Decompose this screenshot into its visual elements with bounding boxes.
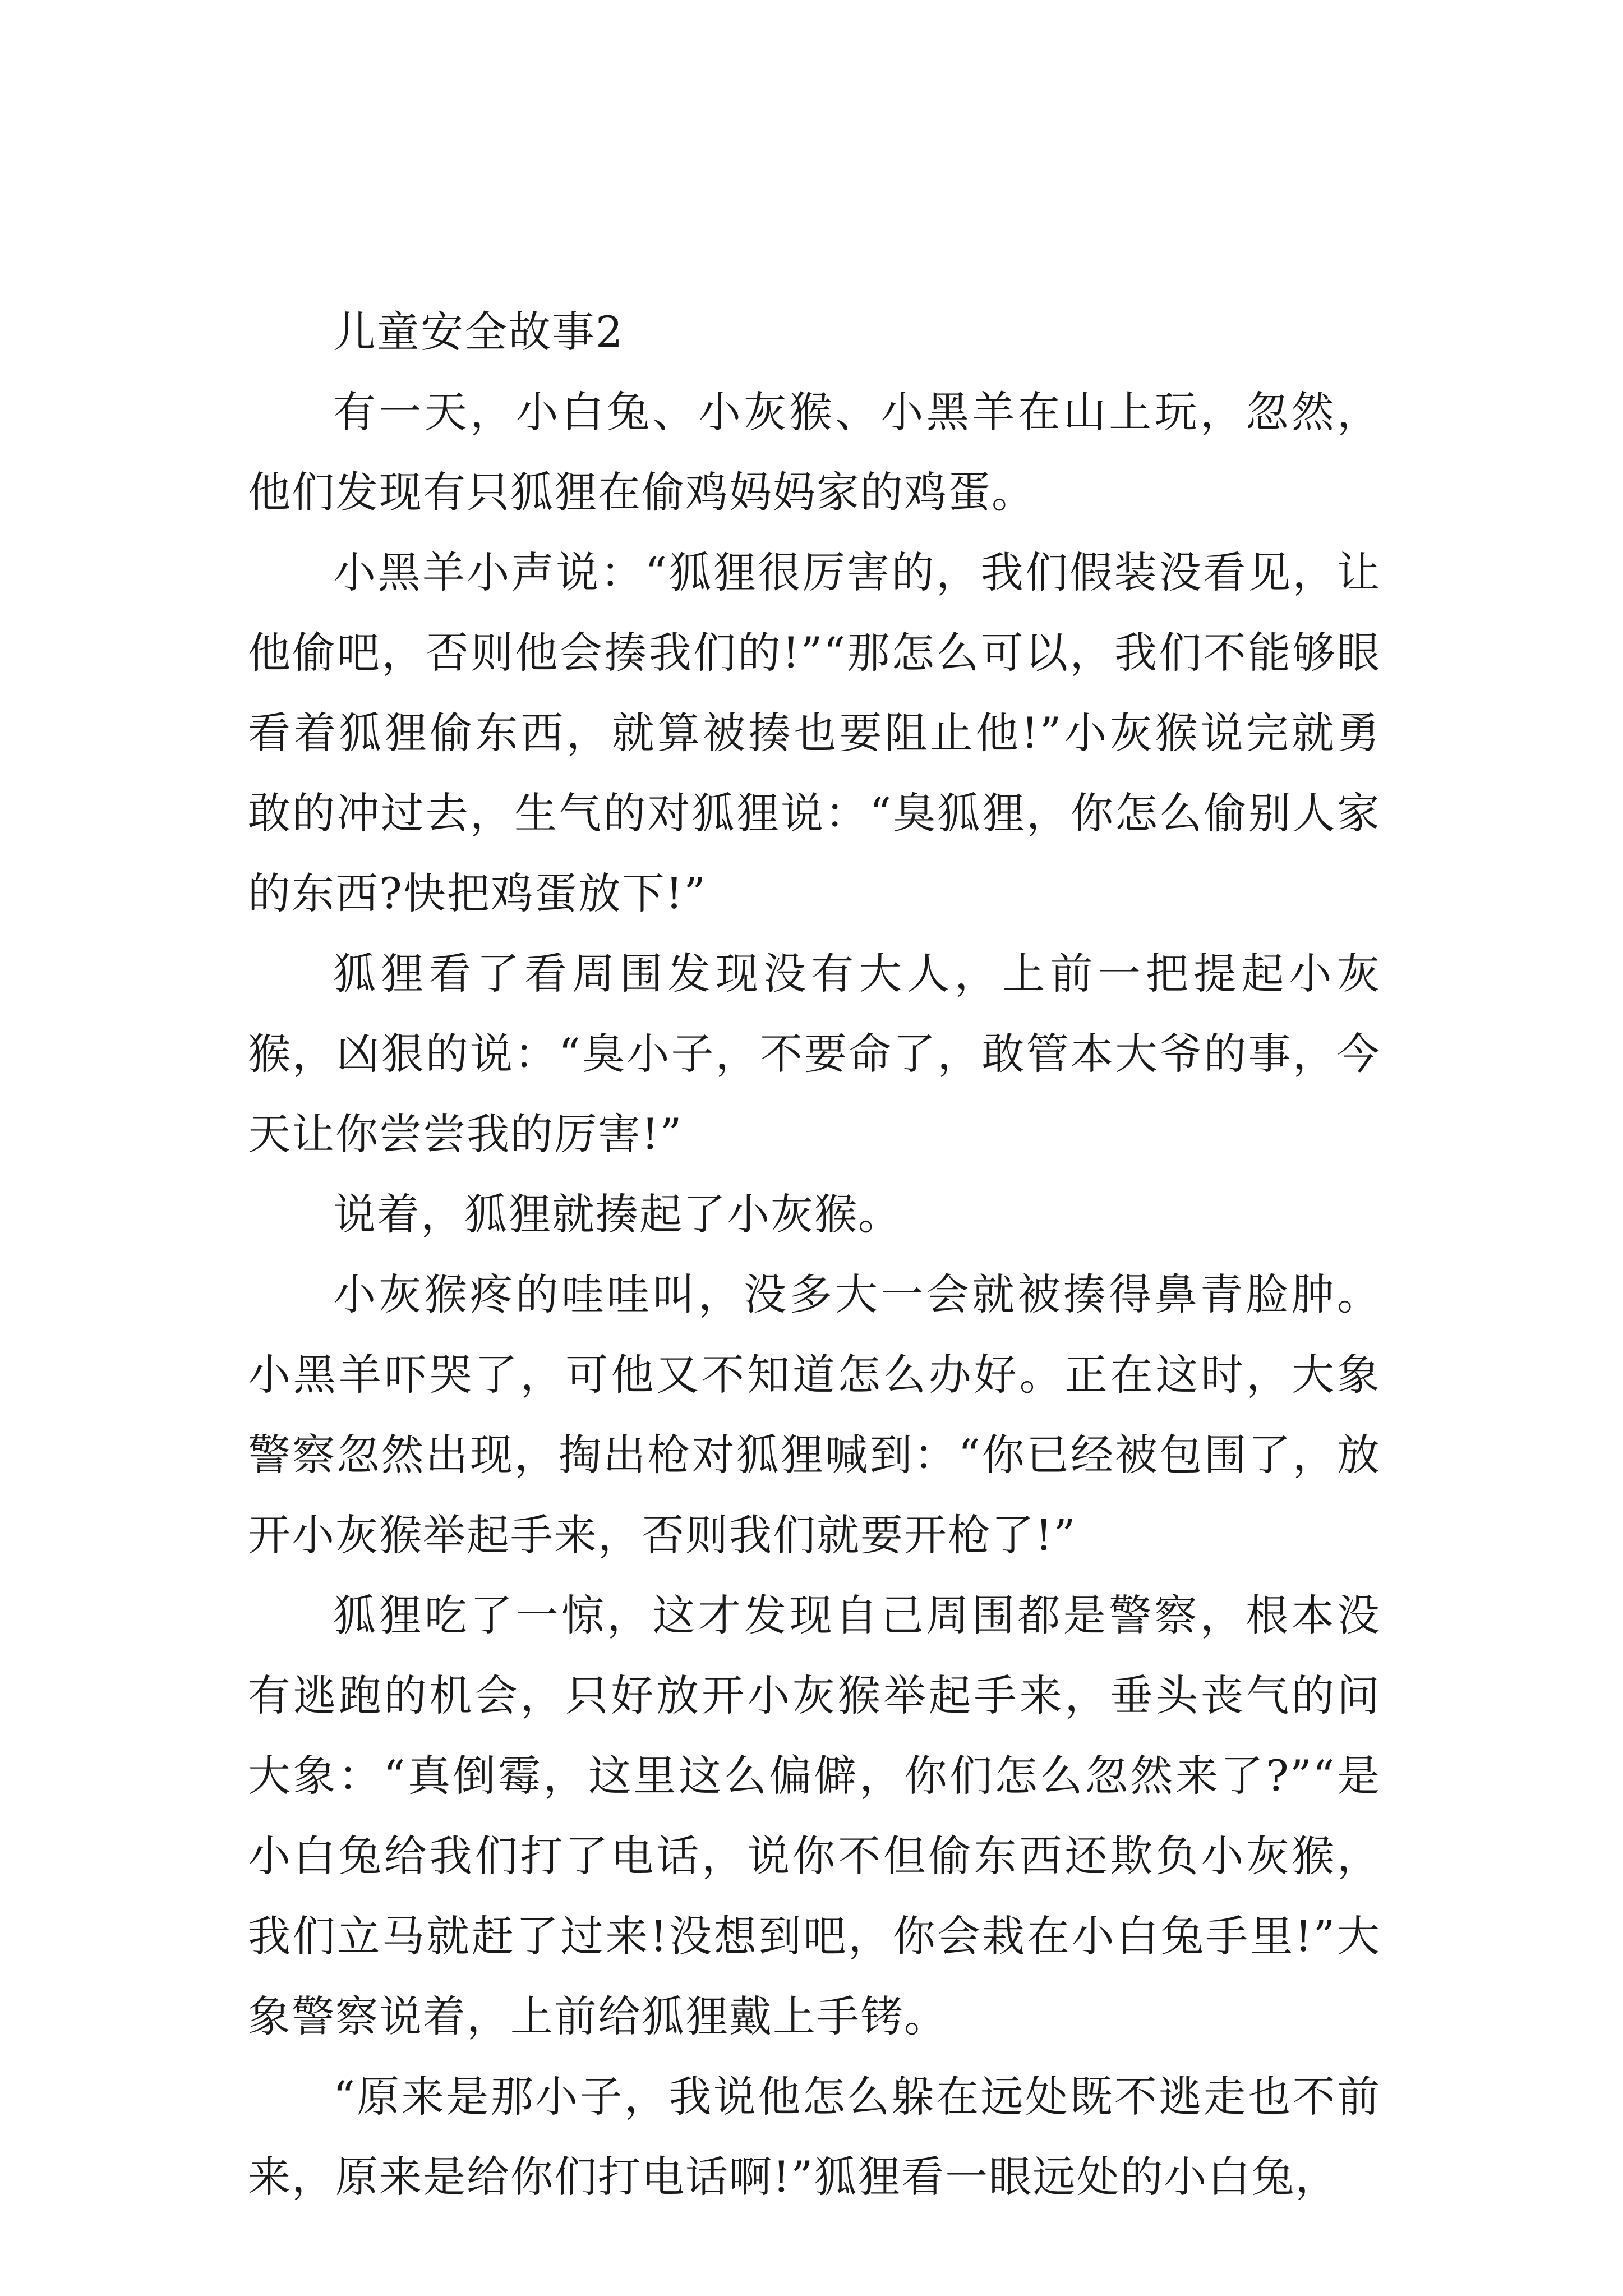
- paragraph-5: 小灰猴疼的哇哇叫，没多大一会就被揍得鼻青脸肿。小黑羊吓哭了，可他又不知道怎么办好。正在这时，大象警察忽然出现，掏出枪对狐狸喊到：“你已经被包围了，放开小灰猴举起手来，否则我们就要开枪了!”: [248, 1269, 1381, 1560]
- paragraph-7: “原来是那小子，我说他怎么躲在远处既不逃走也不前来，原来是给你们打电话啊!”狐狸看一眼远处的小白兔，: [248, 2072, 1381, 2202]
- paragraph-3: 狐狸看了看周围发现没有大人，上前一把提起小灰猴，凶狠的说：“臭小子，不要命了，敢管本大爷的事，今天让你尝尝我的厉害!”: [248, 949, 1381, 1159]
- story-title: 儿童安全故事2: [333, 307, 624, 357]
- paragraph-4: 说着，狐狸就揍起了小灰猴。: [333, 1189, 902, 1239]
- document-body: [248, 292, 1381, 2217]
- paragraph-1: 有一天，小白兔、小灰猴、小黑羊在山上玩，忽然，他们发现有只狐狸在偷鸡妈妈家的鸡蛋。: [248, 387, 1381, 517]
- paragraph-2: 小黑羊小声说：“狐狸很厉害的，我们假装没看见，让他偷吧，否则他会揍我们的!”“那怎么可以，我们不能够眼看着狐狸偷东西，就算被揍也要阻止他!”小灰猴说完就勇敢的冲过去，生气的对狐狸说：“臭狐狸，你怎么偷别人家的东西?快把鸡蛋放下!”: [248, 547, 1381, 918]
- paragraph-6: 狐狸吃了一惊，这才发现自己周围都是警察，根本没有逃跑的机会，只好放开小灰猴举起手来，垂头丧气的问大象：“真倒霉，这里这么偏僻，你们怎么忽然来了?”“是小白兔给我们打了电话，说你不但偷东西还欺负小灰猴，我们立马就赶了过来!没想到吧，你会栽在小白兔手里!”大象警察说着，上前给狐狸戴上手铐。: [248, 1590, 1381, 2041]
